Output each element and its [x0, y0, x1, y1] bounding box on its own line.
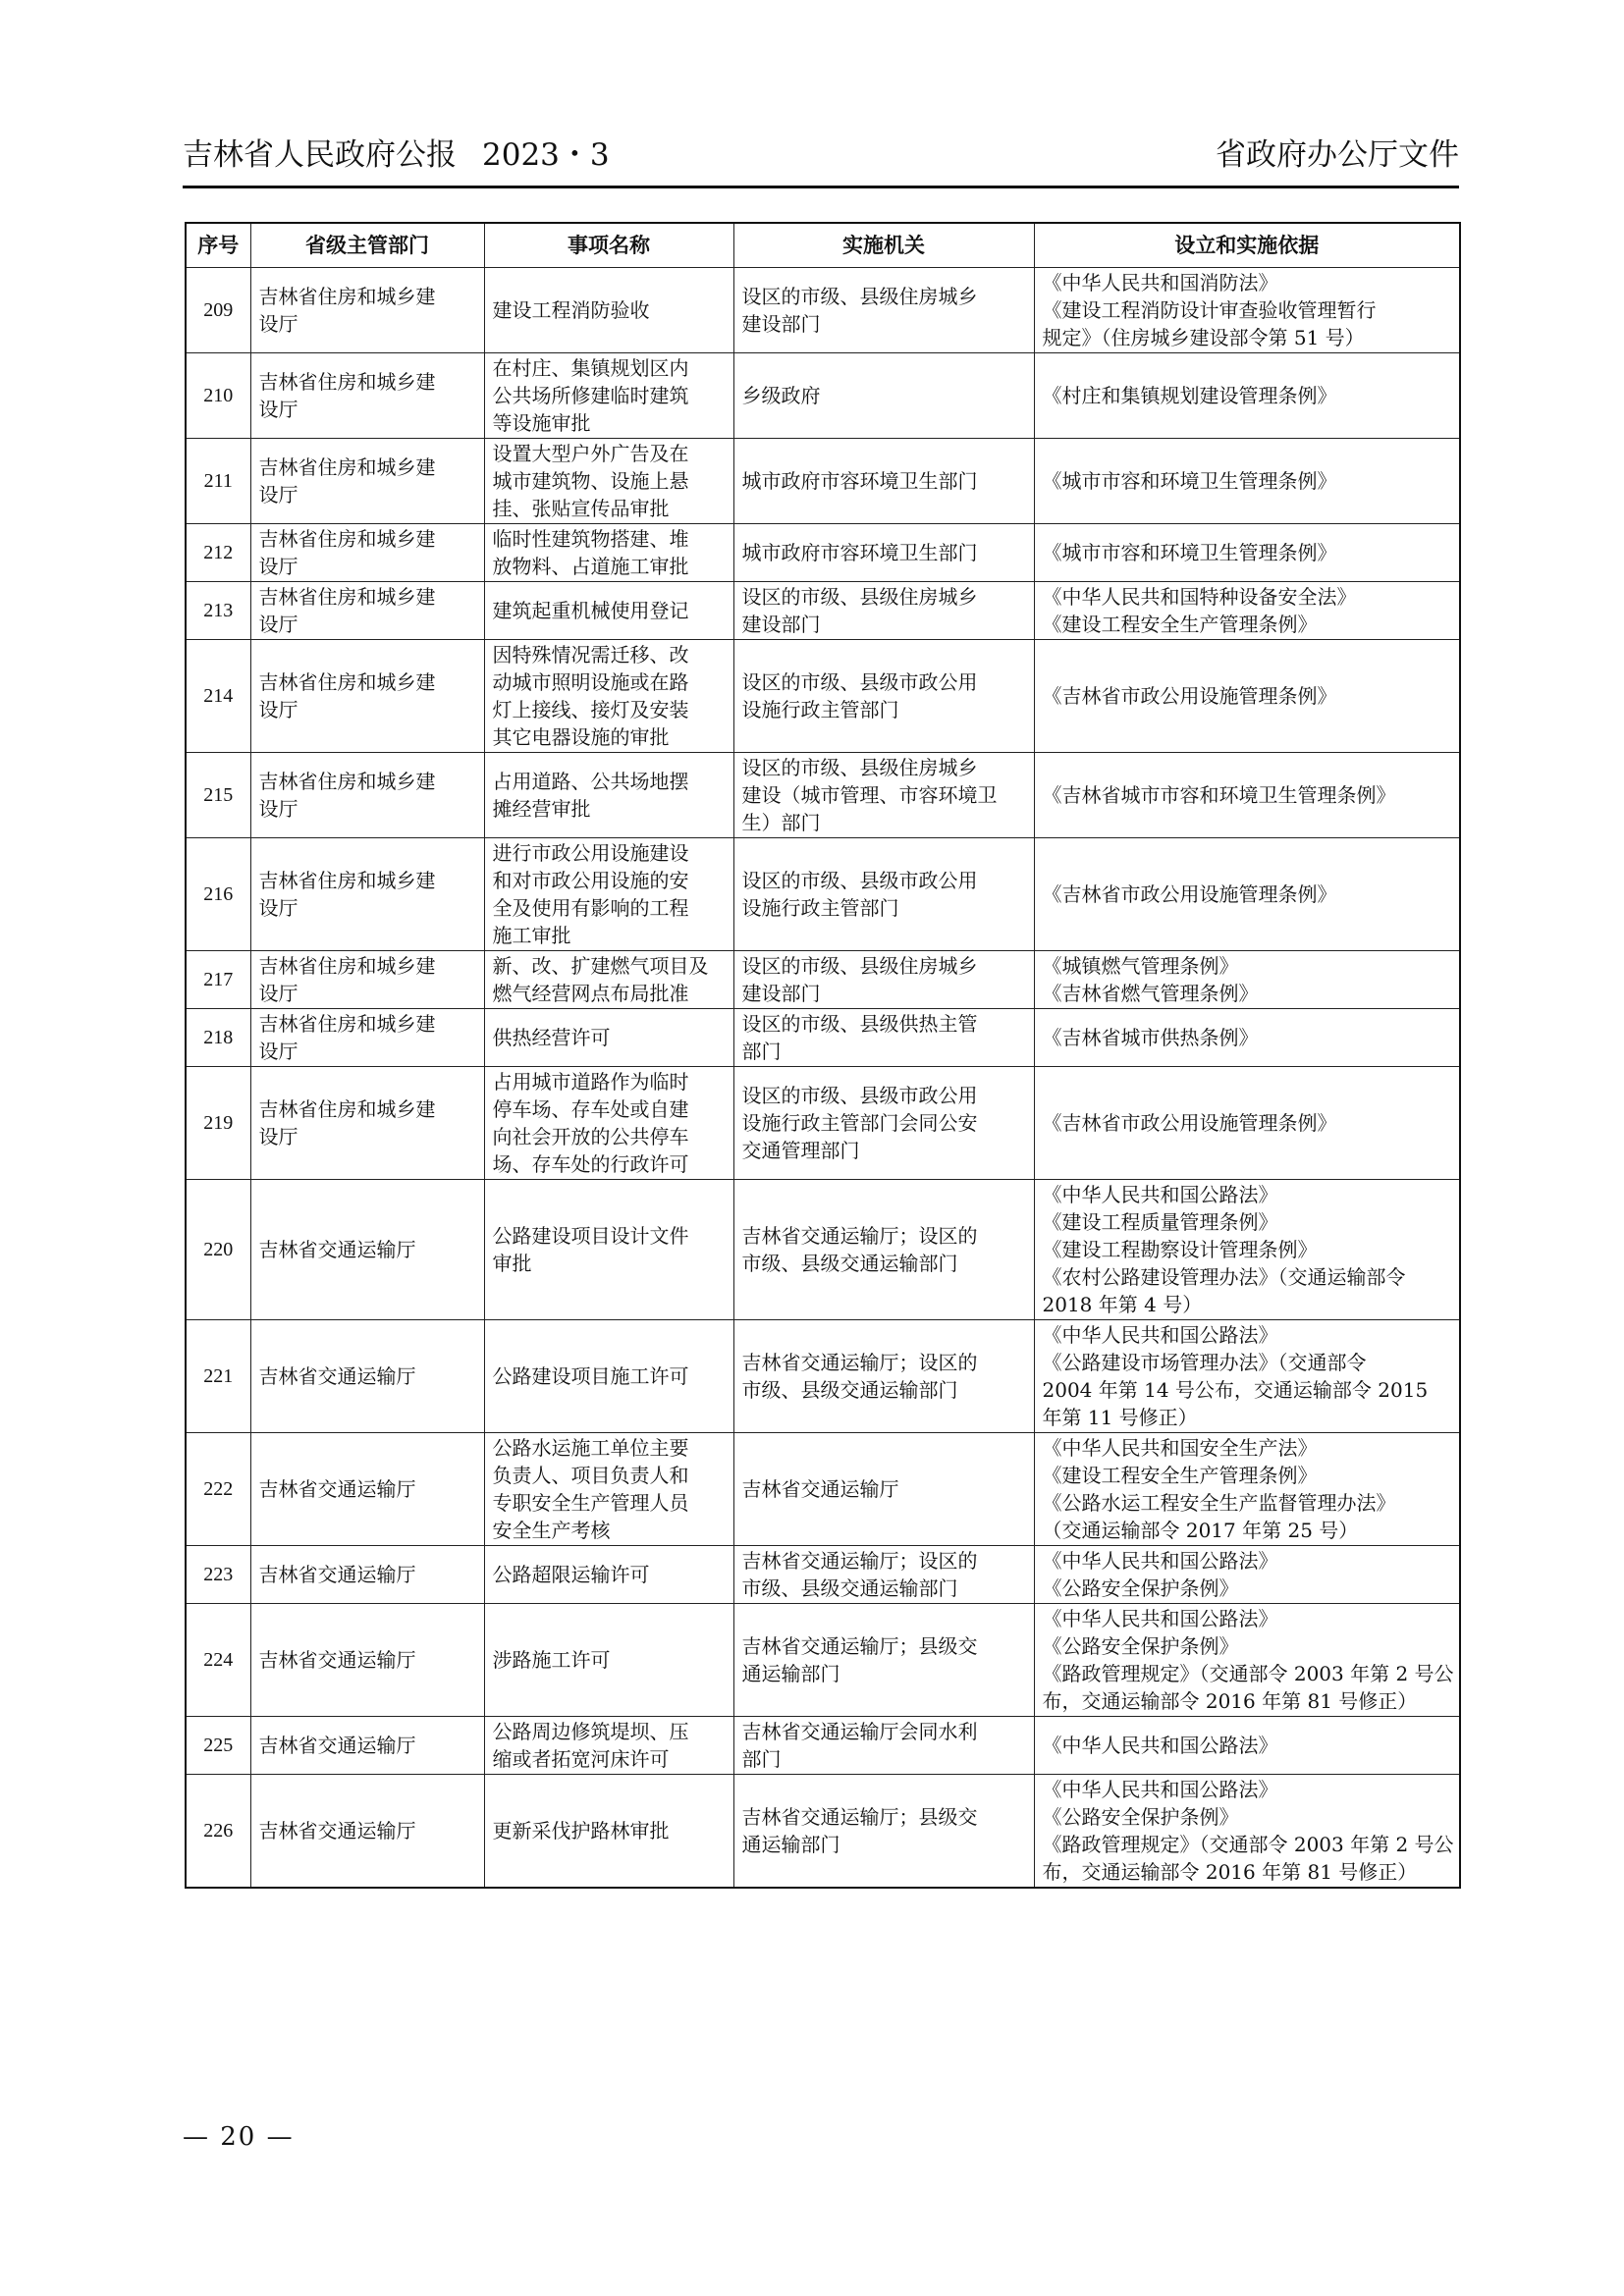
cell-line: 因特殊情况需迁移、改 — [492, 643, 689, 667]
cell-line: 建设（城市管理、市容环境卫 — [741, 783, 998, 807]
cell-line: 燃气经营网点布局批准 — [492, 982, 689, 1005]
cell-line: 《城镇燃气管理条例》 — [1042, 954, 1239, 978]
cell-line: 吉林省住房和城乡建 — [258, 869, 436, 892]
table-row — [186, 640, 1460, 753]
cell-line: 建设部门 — [741, 613, 821, 636]
cell-line: 摊经营审批 — [492, 797, 591, 821]
cell-no: 209 — [186, 268, 250, 353]
cell-line: 占用道路、公共场地摆 — [492, 770, 689, 793]
cell-item — [484, 353, 733, 439]
cell-line: 全及使用有影响的工程 — [492, 896, 689, 920]
cell-line: 《中华人民共和国特种设备安全法》 — [1042, 585, 1357, 609]
cell-item — [484, 1717, 733, 1775]
table-row — [186, 1009, 1460, 1067]
cell-line: 设区的市级、县级住房城乡 — [741, 756, 978, 779]
cell-item — [484, 838, 733, 951]
cell-item — [484, 1604, 733, 1717]
cell-agency — [733, 1546, 1034, 1604]
cell-dept — [250, 1604, 484, 1717]
cell-line: 吉林省交通运输厅 — [258, 1563, 416, 1586]
cell-line: 吉林省住房和城乡建 — [258, 585, 436, 609]
cell-line: 《城市市容和环境卫生管理条例》 — [1042, 541, 1337, 564]
column-header-item: 事项名称 — [484, 223, 733, 268]
cell-item — [484, 524, 733, 582]
publication-name: 吉林省人民政府公报 — [183, 137, 457, 173]
cell-no: 215 — [186, 753, 250, 838]
cell-line: 交通管理部门 — [741, 1139, 860, 1162]
cell-line: 《公路水运工程安全生产监督管理办法》 — [1042, 1491, 1396, 1515]
cell-line: 在村庄、集镇规划区内 — [492, 356, 689, 380]
cell-line: 吉林省住房和城乡建 — [258, 1097, 436, 1121]
cell-line: 设厅 — [258, 698, 298, 721]
cell-dept — [250, 582, 484, 640]
cell-agency — [733, 1433, 1034, 1546]
cell-line: 《中华人民共和国安全生产法》 — [1042, 1436, 1318, 1460]
cell-basis — [1034, 1180, 1460, 1320]
cell-line: 《吉林省城市供热条例》 — [1042, 1026, 1259, 1049]
cell-line: 审批 — [492, 1252, 532, 1275]
cell-dept — [250, 1717, 484, 1775]
cell-dept — [250, 439, 484, 524]
table-row — [186, 1604, 1460, 1717]
cell-line: 缩或者拓宽河床许可 — [492, 1747, 670, 1771]
table-header-row — [186, 223, 1460, 268]
header-rule — [183, 186, 1459, 188]
cell-line: 建设部门 — [741, 312, 821, 336]
table-row — [186, 582, 1460, 640]
cell-line: 《吉林省市政公用设施管理条例》 — [1042, 882, 1337, 906]
cell-line: 《中华人民共和国公路法》 — [1042, 1183, 1278, 1206]
cell-line: 吉林省交通运输厅；县级交 — [741, 1634, 978, 1658]
cell-agency — [733, 1067, 1034, 1180]
cell-line: 《公路建设市场管理办法》（交通部令 — [1042, 1351, 1367, 1374]
cell-line: 《中华人民共和国公路法》 — [1042, 1549, 1278, 1573]
cell-line: 《建设工程质量管理条例》 — [1042, 1210, 1278, 1234]
cell-item — [484, 1320, 733, 1433]
cell-dept — [250, 951, 484, 1009]
cell-line: 《建设工程消防设计审查验收管理暂行 — [1042, 298, 1377, 322]
cell-line: 吉林省交通运输厅；设区的 — [741, 1351, 978, 1374]
cell-line: 吉林省住房和城乡建 — [258, 527, 436, 551]
cell-no: 225 — [186, 1717, 250, 1775]
cell-basis — [1034, 1433, 1460, 1546]
column-header-basis: 设立和实施依据 — [1034, 223, 1460, 268]
cell-line: 场、存车处的行政许可 — [492, 1152, 689, 1176]
cell-basis — [1034, 1067, 1460, 1180]
cell-basis — [1034, 753, 1460, 838]
cell-line: 吉林省住房和城乡建 — [258, 670, 436, 694]
cell-agency — [733, 582, 1034, 640]
cell-line: 布，交通运输部令 2016 年第 81 号修正） — [1042, 1860, 1418, 1884]
section-title: 省政府办公厅文件 — [1216, 137, 1459, 173]
cell-line: 规定》（住房城乡建设部令第 51 号） — [1042, 326, 1365, 349]
cell-agency — [733, 640, 1034, 753]
cell-line: 吉林省交通运输厅 — [258, 1477, 416, 1501]
table-row — [186, 753, 1460, 838]
cell-agency — [733, 1604, 1034, 1717]
cell-line: 《吉林省市政公用设施管理条例》 — [1042, 684, 1337, 708]
column-header-agency: 实施机关 — [733, 223, 1034, 268]
cell-basis — [1034, 951, 1460, 1009]
cell-line: 设施行政主管部门 — [741, 896, 899, 920]
page-header — [183, 130, 1459, 187]
cell-line: 《路政管理规定》（交通部令 2003 年第 2 号公 — [1042, 1833, 1454, 1856]
cell-line: 进行市政公用设施建设 — [492, 841, 689, 865]
cell-line: 《公路安全保护条例》 — [1042, 1805, 1239, 1829]
cell-line: 吉林省交通运输厅 — [258, 1238, 416, 1261]
table-row — [186, 268, 1460, 353]
cell-line: 吉林省住房和城乡建 — [258, 1012, 436, 1036]
cell-dept — [250, 1180, 484, 1320]
cell-line: 设区的市级、县级市政公用 — [741, 670, 978, 694]
cell-basis — [1034, 524, 1460, 582]
cell-line: 《中华人民共和国公路法》 — [1042, 1607, 1278, 1630]
cell-no: 219 — [186, 1067, 250, 1180]
cell-basis — [1034, 838, 1460, 951]
cell-line: 吉林省交通运输厅 — [258, 1364, 416, 1388]
approval-items-table — [185, 222, 1461, 1889]
cell-line: 和对市政公用设施的安 — [492, 869, 689, 892]
cell-line: 《建设工程勘察设计管理条例》 — [1042, 1238, 1318, 1261]
cell-line: 《中华人民共和国公路法》 — [1042, 1734, 1278, 1757]
cell-line: 市级、县级交通运输部门 — [741, 1252, 958, 1275]
cell-line: 设厅 — [258, 555, 298, 578]
cell-item — [484, 1067, 733, 1180]
cell-line: 吉林省交通运输厅 — [258, 1819, 416, 1842]
cell-line: 动城市照明设施或在路 — [492, 670, 689, 694]
cell-line: 灯上接线、接灯及安装 — [492, 698, 689, 721]
cell-item — [484, 640, 733, 753]
cell-agency — [733, 353, 1034, 439]
cell-item — [484, 753, 733, 838]
cell-line: 《公路安全保护条例》 — [1042, 1634, 1239, 1658]
cell-item — [484, 582, 733, 640]
cell-basis — [1034, 582, 1460, 640]
cell-no: 220 — [186, 1180, 250, 1320]
cell-line: 设厅 — [258, 1125, 298, 1148]
cell-line: 放物料、占道施工审批 — [492, 555, 689, 578]
cell-line: 设区的市级、县级供热主管 — [741, 1012, 978, 1036]
cell-line: 吉林省交通运输厅会同水利 — [741, 1720, 978, 1743]
cell-line: 专职安全生产管理人员 — [492, 1491, 689, 1515]
cell-line: 公路建设项目施工许可 — [492, 1364, 689, 1388]
cell-line: 停车场、存车处或自建 — [492, 1097, 689, 1121]
cell-line: 向社会开放的公共停车 — [492, 1125, 689, 1148]
table-row — [186, 1717, 1460, 1775]
cell-line: 吉林省住房和城乡建 — [258, 285, 436, 308]
cell-basis — [1034, 1320, 1460, 1433]
cell-line: 吉林省交通运输厅；设区的 — [741, 1224, 978, 1248]
cell-line: 2004 年第 14 号公布，交通运输部令 2015 — [1042, 1378, 1429, 1402]
cell-dept — [250, 1433, 484, 1546]
cell-no: 212 — [186, 524, 250, 582]
cell-agency — [733, 1775, 1034, 1889]
cell-line: 占用城市道路作为临时 — [492, 1070, 689, 1094]
publication-title — [183, 130, 610, 174]
cell-line: 城市政府市容环境卫生部门 — [741, 541, 978, 564]
table-row — [186, 353, 1460, 439]
cell-no: 217 — [186, 951, 250, 1009]
cell-basis — [1034, 640, 1460, 753]
cell-item — [484, 1775, 733, 1889]
cell-agency — [733, 838, 1034, 951]
cell-line: 《村庄和集镇规划建设管理条例》 — [1042, 384, 1337, 407]
cell-line: 《中华人民共和国公路法》 — [1042, 1323, 1278, 1347]
cell-dept — [250, 1009, 484, 1067]
cell-basis — [1034, 1717, 1460, 1775]
cell-line: 吉林省交通运输厅；县级交 — [741, 1805, 978, 1829]
cell-line: 设区的市级、县级住房城乡 — [741, 585, 978, 609]
cell-no: 211 — [186, 439, 250, 524]
cell-agency — [733, 268, 1034, 353]
cell-item — [484, 951, 733, 1009]
cell-line: 负责人、项目负责人和 — [492, 1464, 689, 1487]
cell-dept — [250, 1546, 484, 1604]
cell-line: 《建设工程安全生产管理条例》 — [1042, 613, 1318, 636]
cell-line: 通运输部门 — [741, 1833, 840, 1856]
cell-line: 城市政府市容环境卫生部门 — [741, 469, 978, 493]
cell-dept — [250, 524, 484, 582]
cell-line: 吉林省交通运输厅 — [741, 1477, 899, 1501]
cell-line: 部门 — [741, 1747, 782, 1771]
cell-line: 吉林省住房和城乡建 — [258, 954, 436, 978]
cell-line: 布，交通运输部令 2016 年第 81 号修正） — [1042, 1689, 1418, 1713]
cell-no: 223 — [186, 1546, 250, 1604]
cell-dept — [250, 1775, 484, 1889]
table-row — [186, 1775, 1460, 1889]
cell-line: 市级、县级交通运输部门 — [741, 1378, 958, 1402]
cell-no: 224 — [186, 1604, 250, 1717]
cell-line: 吉林省交通运输厅 — [258, 1648, 416, 1672]
table-row — [186, 1067, 1460, 1180]
cell-line: 设厅 — [258, 312, 298, 336]
table-row — [186, 838, 1460, 951]
column-header-no: 序号 — [186, 223, 250, 268]
cell-line: 通运输部门 — [741, 1662, 840, 1685]
cell-dept — [250, 1067, 484, 1180]
cell-line: 挂、张贴宣传品审批 — [492, 497, 670, 520]
cell-line: 设施行政主管部门会同公安 — [741, 1111, 978, 1135]
cell-line: 设厅 — [258, 797, 298, 821]
cell-item — [484, 439, 733, 524]
cell-basis — [1034, 1546, 1460, 1604]
cell-line: 公路水运施工单位主要 — [492, 1436, 689, 1460]
cell-basis — [1034, 353, 1460, 439]
cell-line: 《吉林省城市市容和环境卫生管理条例》 — [1042, 783, 1396, 807]
cell-line: 新、改、扩建燃气项目及 — [492, 954, 709, 978]
cell-line: 建筑起重机械使用登记 — [492, 599, 689, 622]
cell-line: 建设部门 — [741, 982, 821, 1005]
cell-line: 《中华人民共和国公路法》 — [1042, 1778, 1278, 1801]
cell-line: 设厅 — [258, 982, 298, 1005]
cell-line: 公路周边修筑堤坝、压 — [492, 1720, 689, 1743]
cell-line: 吉林省交通运输厅 — [258, 1734, 416, 1757]
cell-line: 公路建设项目设计文件 — [492, 1224, 689, 1248]
cell-line: 吉林省住房和城乡建 — [258, 770, 436, 793]
cell-no: 221 — [186, 1320, 250, 1433]
cell-line: 设厅 — [258, 398, 298, 421]
cell-line: 安全生产考核 — [492, 1519, 611, 1542]
cell-line: 建设工程消防验收 — [492, 298, 650, 322]
cell-agency — [733, 1009, 1034, 1067]
cell-line: 设区的市级、县级住房城乡 — [741, 285, 978, 308]
table-row — [186, 951, 1460, 1009]
cell-line: 生）部门 — [741, 811, 821, 834]
cell-line: 涉路施工许可 — [492, 1648, 611, 1672]
cell-agency — [733, 1180, 1034, 1320]
cell-item — [484, 1180, 733, 1320]
table-row — [186, 439, 1460, 524]
cell-line: 临时性建筑物搭建、堆 — [492, 527, 689, 551]
table-row — [186, 1433, 1460, 1546]
cell-line: 设区的市级、县级市政公用 — [741, 1084, 978, 1107]
cell-agency — [733, 524, 1034, 582]
cell-line: 设区的市级、县级住房城乡 — [741, 954, 978, 978]
cell-dept — [250, 268, 484, 353]
cell-line: 乡级政府 — [741, 384, 821, 407]
issue-number: 2023・3 — [482, 137, 610, 173]
column-header-dept: 省级主管部门 — [250, 223, 484, 268]
cell-no: 226 — [186, 1775, 250, 1889]
cell-item — [484, 268, 733, 353]
cell-line: 设区的市级、县级市政公用 — [741, 869, 978, 892]
cell-agency — [733, 439, 1034, 524]
cell-line: （交通运输部令 2017 年第 25 号） — [1042, 1519, 1359, 1542]
cell-line: 其它电器设施的审批 — [492, 725, 670, 749]
table-row — [186, 1546, 1460, 1604]
cell-line: 《农村公路建设管理办法》（交通运输部令 — [1042, 1265, 1406, 1289]
cell-basis — [1034, 439, 1460, 524]
cell-line: 城市建筑物、设施上悬 — [492, 469, 689, 493]
page-number: — 20 — — [183, 2122, 295, 2152]
cell-line: 《吉林省市政公用设施管理条例》 — [1042, 1111, 1337, 1135]
cell-basis — [1034, 1775, 1460, 1889]
cell-line: 《建设工程安全生产管理条例》 — [1042, 1464, 1318, 1487]
cell-dept — [250, 353, 484, 439]
cell-no: 216 — [186, 838, 250, 951]
cell-dept — [250, 838, 484, 951]
table-row — [186, 524, 1460, 582]
cell-item — [484, 1433, 733, 1546]
table-row — [186, 1320, 1460, 1433]
cell-dept — [250, 753, 484, 838]
cell-line: 设置大型户外广告及在 — [492, 442, 689, 465]
cell-agency — [733, 1717, 1034, 1775]
cell-item — [484, 1009, 733, 1067]
cell-line: 《路政管理规定》（交通部令 2003 年第 2 号公 — [1042, 1662, 1454, 1685]
cell-no: 214 — [186, 640, 250, 753]
cell-no: 213 — [186, 582, 250, 640]
table-row — [186, 1180, 1460, 1320]
cell-line: 设厅 — [258, 896, 298, 920]
cell-basis — [1034, 268, 1460, 353]
cell-no: 222 — [186, 1433, 250, 1546]
cell-dept — [250, 640, 484, 753]
cell-line: 供热经营许可 — [492, 1026, 611, 1049]
cell-line: 年第 11 号修正） — [1042, 1406, 1198, 1429]
cell-line: 吉林省住房和城乡建 — [258, 455, 436, 479]
cell-no: 218 — [186, 1009, 250, 1067]
cell-line: 部门 — [741, 1040, 782, 1063]
cell-line: 《中华人民共和国消防法》 — [1042, 271, 1278, 294]
cell-agency — [733, 753, 1034, 838]
cell-line: 吉林省住房和城乡建 — [258, 370, 436, 394]
cell-line: 《城市市容和环境卫生管理条例》 — [1042, 469, 1337, 493]
cell-line: 更新采伐护路林审批 — [492, 1819, 670, 1842]
cell-line: 设厅 — [258, 483, 298, 507]
cell-dept — [250, 1320, 484, 1433]
cell-basis — [1034, 1604, 1460, 1717]
cell-line: 市级、县级交通运输部门 — [741, 1576, 958, 1600]
cell-line: 设厅 — [258, 1040, 298, 1063]
cell-line: 设施行政主管部门 — [741, 698, 899, 721]
cell-line: 等设施审批 — [492, 411, 591, 435]
cell-item — [484, 1546, 733, 1604]
cell-agency — [733, 1320, 1034, 1433]
cell-line: 《吉林省燃气管理条例》 — [1042, 982, 1259, 1005]
cell-line: 吉林省交通运输厅；设区的 — [741, 1549, 978, 1573]
cell-agency — [733, 951, 1034, 1009]
cell-basis — [1034, 1009, 1460, 1067]
cell-line: 施工审批 — [492, 924, 571, 947]
cell-no: 210 — [186, 353, 250, 439]
cell-line: 公共场所修建临时建筑 — [492, 384, 689, 407]
cell-line: 2018 年第 4 号） — [1042, 1293, 1203, 1316]
cell-line: 公路超限运输许可 — [492, 1563, 650, 1586]
cell-line: 设厅 — [258, 613, 298, 636]
cell-line: 《公路安全保护条例》 — [1042, 1576, 1239, 1600]
